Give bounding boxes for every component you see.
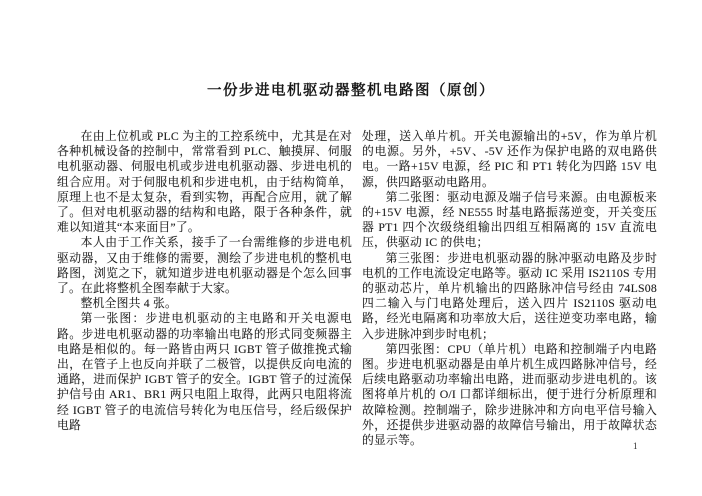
paragraph-background: 本人由于工作关系，接手了一台需维修的步进电机驱动器，又由于维修的需要，测绘了步进电机的整机电路图，浏览之下，就知道步进电机驱动器是个怎么回事了。在此将整机全图奉献于大家。 — [57, 235, 352, 296]
left-column — [57, 129, 352, 448]
paragraph-intro: 在由上位机或 PLC 为主的工控系统中，尤其是在对各种机械设备的控制中，常常看到 PLC、触摸屏、伺服电机驱动器、伺服电机或步进电机驱动器、步进电机的组合应用。对于伺服电机和步进电机，由于结构简单，原理上也不是太复杂，看到实物，再配合应用，就了解了。但对电机驱动器的结构和电路，限于各种条件，就难以知道其“本来面目”了。 — [57, 129, 352, 235]
paragraph-sheet1: 第一张图：步进电机驱动的主电路和开关电源电路。步进电机驱动器的功率输出电路的形式同变频器主电路是相似的。每一路皆由两只 IGBT 管子做推挽式输出，在管子上也反向并联了二极管，以提供反向电流的通路，进而保护 IGBT 管子的安全。IGBT 管子的过流保护信号由 AR1、BR1 两只电阻上取得，此两只电阻将流经 IGBT 管子的电流信号转化为电压信号，经后级保护电路 — [57, 311, 352, 432]
paragraph-sheet-count: 整机全图共 4 张。 — [80, 296, 177, 311]
paragraph-sheet3: 第三张图：步进电机驱动器的脉冲驱动电路及步时电机的工作电流设定电路等。驱动 IC 采用 IS2110S 专用的驱动芯片，单片机输出的四路脉冲信号经由 74LS08 四二输入与门电路处理后，送入四片 IS2110S 驱动电路，经光电隔离和功率放大后，送往逆变功率电路，输入步进脉冲到步时电机； — [362, 250, 657, 341]
paragraph-sheet4: 第四张图：CPU（单片机）电路和控制端子内电路图。步进电机驱动器是由单片机生成四路脉冲信号，经后续电路驱动功率输出电路，进而驱动步进电机的。该图将单片机的 O/I 口都详细标出，便于进行分析原理和故障检测。控制端子，除步进脉冲和方向电平信号输入外，还提供步进驱动器的故障信号输出，用于故障状态的显示等。 — [362, 341, 657, 448]
paragraph-sheet1-continued: 处理，送入单片机。开关电源输出的+5V，作为单片机的电源。另外，+5V、-5V 还作为保护电路的双电路供电。一路+15V 电源，经 PIC 和 PT1 转化为四路 15V 电源，供四路驱动电路用。 — [362, 129, 657, 189]
paragraph-sheet2: 第二张图：驱动电源及端子信号来源。由电源板来的+15V 电源，经 NE555 时基电路振荡逆变，开关变压器 PT1 四个次级绕组输出四组互相隔离的 15V 直流电压，供驱动 IC 的供电； — [362, 189, 657, 250]
page-number: 1 — [633, 441, 638, 451]
right-column — [362, 129, 657, 448]
two-column-layout — [0, 129, 702, 448]
document-title: 一份步进电机驱动器整机电路图（原创） — [207, 83, 495, 99]
